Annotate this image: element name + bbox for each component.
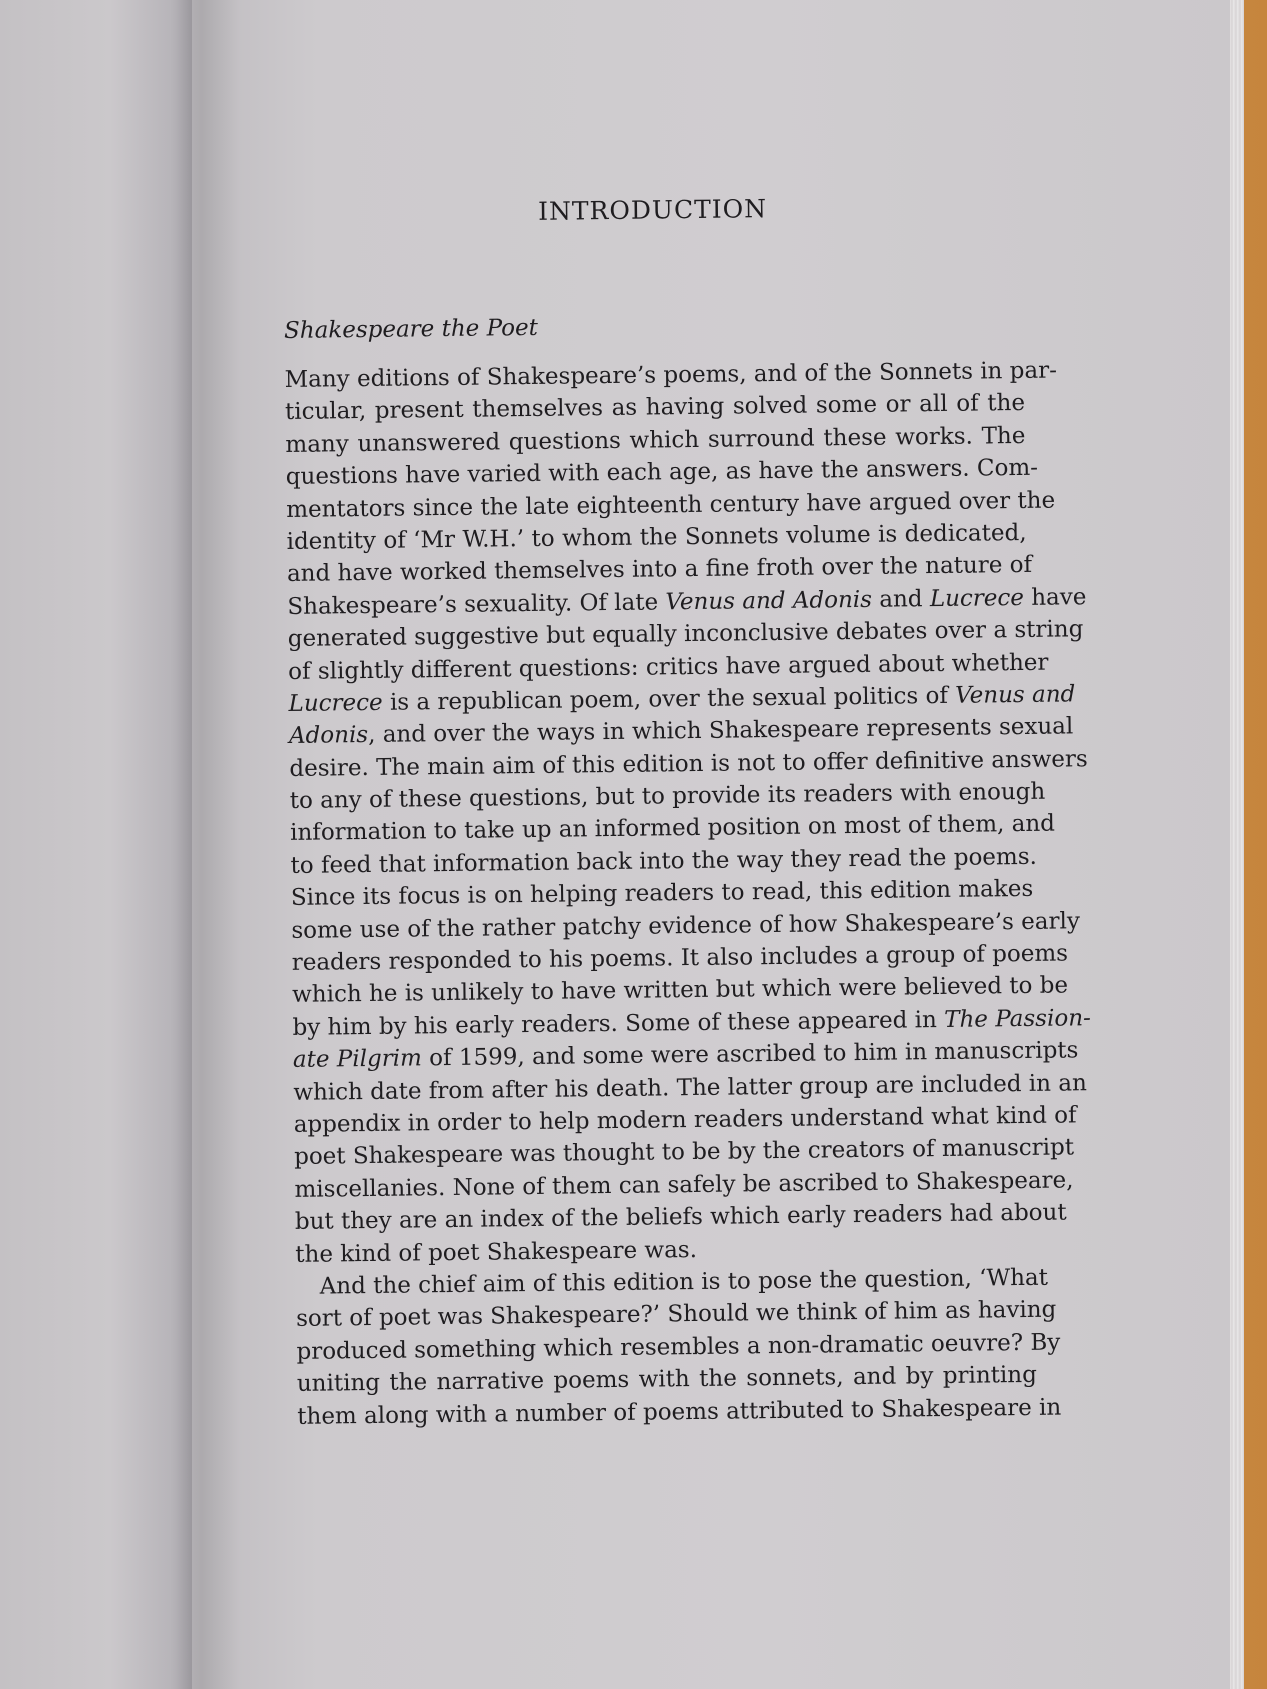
text-line: And the chief aim of this edition is to pose the question, ‘What	[319, 1264, 1049, 1300]
text-line: mentators since the late eighteenth century have argued over the	[286, 487, 1056, 523]
italic-title: Adonis	[288, 722, 369, 750]
text-line: which he is unlikely to have written but which were believed to be	[292, 972, 1069, 1009]
italic-title: The Passion-	[944, 1004, 1091, 1033]
text-line: some use of the rather patchy evidence of how Shakespeare’s early	[291, 907, 1081, 944]
page-edges	[1230, 0, 1244, 1689]
book-page	[192, 0, 1237, 1689]
text-line: them along with a number of poems attributed to Shakespeare in	[297, 1394, 1062, 1430]
text-line: but they are an index of the beliefs which early readers had about	[294, 1199, 1067, 1236]
body-text	[284, 355, 1091, 1433]
text-line: information to take up an informed position on most of them, and	[290, 811, 1056, 847]
text-line: questions have varied with each age, as have the answers. Com-	[285, 454, 1039, 491]
text-line: poet Shakespeare was thought to be by the creators of manuscript	[293, 1134, 1075, 1171]
text-run: Shakespeare’s sexuality. Of late	[287, 589, 666, 620]
text-line: produced something which resembles a non-dramatic oeuvre? By	[296, 1329, 1061, 1365]
text-line: Since its focus is on helping readers to read, this edition makes	[290, 876, 1034, 912]
text-line: sort of poet was Shakespeare?’ Should we think of him as having	[295, 1296, 1057, 1333]
text-run: by him by his early readers. Some of these appeared in	[292, 1006, 945, 1041]
text-line: ticular, present themselves as having solved some or all of the	[284, 390, 1026, 426]
italic-title: Venus and Adonis	[665, 586, 873, 616]
text-line: generated suggestive but equally inconclusive debates over a string	[287, 616, 1084, 653]
text-line: readers responded to his poems. It also includes a group of poems	[291, 940, 1069, 976]
page-content	[280, 0, 1091, 1689]
text-line: many unanswered questions which surround these works. The	[285, 422, 1026, 458]
text-run: is a republican poem, over the sexual politics of	[382, 682, 956, 716]
text-line: to any of these questions, but to provide its readers with enough	[289, 778, 1046, 815]
text-run: have	[1023, 583, 1087, 611]
section-heading: Shakespeare the Poet	[283, 314, 539, 344]
italic-title: Venus and	[955, 681, 1076, 709]
text-line: the kind of poet Shakespeare was.	[295, 1236, 698, 1268]
italic-title: ate Pilgrim	[292, 1045, 423, 1074]
text-run: and	[871, 585, 931, 613]
text-run: , and over the ways in which Shakespeare represents sexual	[367, 713, 1074, 749]
text-line: Many editions of Shakespeare’s poems, and of the Sonnets in par-	[284, 357, 1058, 393]
text-line: to feed that information back into the way they read the poems.	[290, 843, 1038, 879]
text-run: of 1599, and some were ascribed to him in manuscripts	[421, 1037, 1079, 1072]
text-line: and have worked themselves into a fine froth over the nature of	[286, 552, 1033, 588]
italic-title: Lucrece	[929, 584, 1025, 612]
text-line: miscellanies. None of them can safely be ascribed to Shakespeare,	[294, 1167, 1074, 1203]
italic-title: Lucrece	[288, 689, 383, 717]
text-line: of slightly different questions: critics have argued about whether	[288, 649, 1049, 685]
text-line: desire. The main aim of this edition is not to offer definitive answers	[289, 745, 1088, 782]
chapter-title: INTRODUCTION	[537, 194, 768, 226]
text-line: appendix in order to help modern readers understand what kind of	[293, 1102, 1077, 1138]
spine-shadow	[170, 0, 240, 1689]
text-line: uniting the narrative poems with the sonnets, and by printing	[296, 1361, 1038, 1398]
text-line: which date from after his death. The latter group are included in an	[293, 1069, 1087, 1106]
text-line: identity of ‘Mr W.H.’ to whom the Sonnets volume is dedicated,	[286, 519, 1027, 555]
